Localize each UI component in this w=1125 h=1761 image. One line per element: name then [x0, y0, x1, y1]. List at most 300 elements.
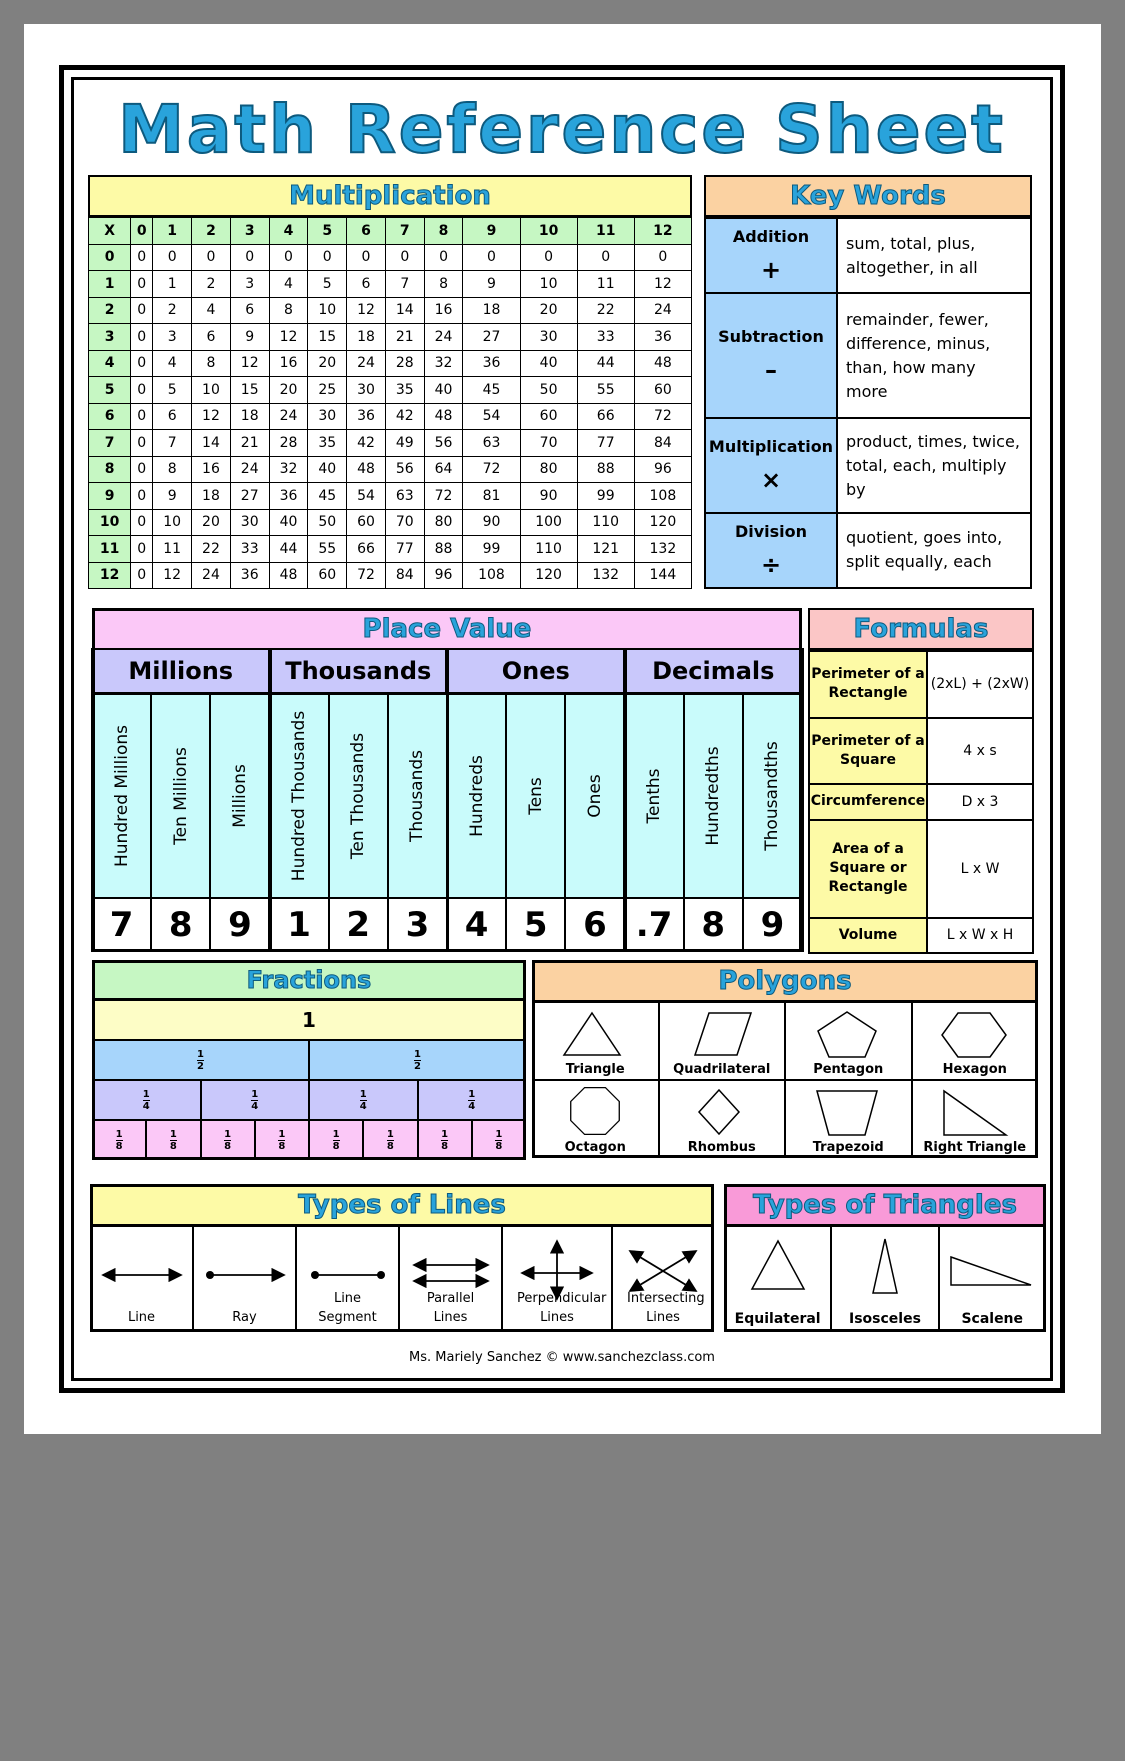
- place-value-digit: 6: [565, 898, 624, 952]
- line-type-cell: [90, 1226, 193, 1332]
- fraction-piece: [363, 1120, 417, 1160]
- column-header-cell: 9: [463, 218, 520, 245]
- ray-icon: [200, 1235, 290, 1305]
- place-value-digit: 3: [388, 898, 447, 952]
- triangle-type-cell: [831, 1226, 938, 1332]
- table-cell: 3: [230, 271, 269, 298]
- table-cell: 72: [463, 456, 520, 483]
- place-value-group-header: Decimals: [625, 648, 803, 694]
- column-header-cell: 3: [230, 218, 269, 245]
- table-cell: 48: [347, 456, 386, 483]
- fraction-label: [387, 1129, 394, 1152]
- polygon-cell: [912, 1002, 1039, 1080]
- column-header-cell: 4: [269, 218, 308, 245]
- formula-expression: L x W x H: [927, 918, 1033, 953]
- place-value-column-label: Tenths: [644, 768, 665, 824]
- polygon-cell: [659, 1002, 786, 1080]
- table-cell: 9: [463, 271, 520, 298]
- table-cell: 8: [192, 350, 231, 377]
- table-cell: 7: [385, 271, 424, 298]
- fraction-whole-label: 1: [302, 1008, 316, 1032]
- table-cell: 27: [463, 324, 520, 351]
- table-cell: 60: [520, 403, 577, 430]
- fraction-piece: [92, 1120, 146, 1160]
- place-value-digit: 7: [92, 898, 151, 952]
- fraction-denominator: 8: [278, 1141, 286, 1152]
- fraction-label: [251, 1089, 258, 1112]
- table-cell: 21: [230, 430, 269, 457]
- fraction-label: [116, 1129, 123, 1152]
- row-header-cell: 5: [89, 377, 131, 404]
- column-header-cell: 6: [347, 218, 386, 245]
- place-value-column-label: Millions: [229, 764, 250, 828]
- table-cell: 0: [385, 244, 424, 271]
- fraction-label: [170, 1129, 177, 1152]
- table-cell: 110: [577, 509, 634, 536]
- table-cell: 18: [347, 324, 386, 351]
- table-cell: 63: [463, 430, 520, 457]
- operation-symbol: ÷: [760, 550, 782, 579]
- table-cell: 120: [634, 509, 691, 536]
- table-cell: 45: [308, 483, 347, 510]
- right-triangle-shape-icon: [940, 1087, 1010, 1139]
- key-word-row: [705, 513, 1031, 588]
- place-value-digit: 1: [270, 898, 329, 952]
- table-cell: 30: [520, 324, 577, 351]
- fraction-piece: [92, 1040, 309, 1080]
- rhombus-shape-icon: [687, 1087, 757, 1139]
- multiplication-heading: Multiplication: [88, 175, 692, 217]
- table-cell: 0: [131, 403, 153, 430]
- fraction-label: [468, 1089, 475, 1112]
- isosceles-triangle-icon: [855, 1237, 915, 1297]
- table-cell: 10: [153, 509, 192, 536]
- formula-expression: D x 3: [927, 784, 1033, 819]
- table-cell: 0: [131, 456, 153, 483]
- formula-name: Area of a Square or Rectangle: [809, 820, 927, 918]
- polygon-label: Triangle: [565, 1062, 625, 1077]
- triangle-type-label: Scalene: [961, 1311, 1024, 1327]
- place-value-column-label: Tens: [525, 777, 546, 815]
- operation-name: Addition: [732, 227, 810, 247]
- table-cell: 2: [192, 271, 231, 298]
- table-cell: 70: [385, 509, 424, 536]
- table-cell: 80: [520, 456, 577, 483]
- table-cell: 25: [308, 377, 347, 404]
- table-cell: 0: [131, 536, 153, 563]
- table-cell: 36: [269, 483, 308, 510]
- table-cell: 15: [308, 324, 347, 351]
- table-row: [89, 456, 692, 483]
- table-cell: 66: [577, 403, 634, 430]
- line-type-label: Line Segment: [318, 1291, 377, 1325]
- table-cell: 36: [463, 350, 520, 377]
- table-cell: 60: [308, 562, 347, 589]
- line-type-label: Line: [127, 1310, 156, 1325]
- operation-symbol: +: [760, 256, 782, 285]
- table-cell: 8: [269, 297, 308, 324]
- table-cell: 11: [153, 536, 192, 563]
- table-cell: 40: [424, 377, 463, 404]
- line-type-cell: [193, 1226, 296, 1332]
- triangle-shape-icon: [560, 1009, 630, 1061]
- fraction-numerator: 1: [251, 1089, 259, 1100]
- table-cell: 24: [230, 456, 269, 483]
- table-cell: 44: [577, 350, 634, 377]
- table-cell: 40: [520, 350, 577, 377]
- fraction-bar-row: [92, 1080, 526, 1120]
- formula-row: [809, 718, 1033, 785]
- table-cell: 10: [308, 297, 347, 324]
- table-cell: 6: [192, 324, 231, 351]
- operation-symbol: –: [765, 356, 777, 385]
- table-row: [89, 377, 692, 404]
- table-cell: 81: [463, 483, 520, 510]
- row-header-cell: 1: [89, 271, 131, 298]
- row-header-cell: 9: [89, 483, 131, 510]
- table-cell: 0: [308, 244, 347, 271]
- table-cell: 33: [577, 324, 634, 351]
- table-cell: 22: [577, 297, 634, 324]
- table-cell: 56: [385, 456, 424, 483]
- fraction-numerator: 1: [468, 1089, 476, 1100]
- fraction-bar-row: [92, 1040, 526, 1080]
- table-cell: 80: [424, 509, 463, 536]
- table-cell: 4: [192, 297, 231, 324]
- table-cell: 48: [634, 350, 691, 377]
- table-cell: 55: [308, 536, 347, 563]
- multiplication-table: [88, 217, 692, 589]
- formula-row: [809, 918, 1033, 953]
- table-cell: 50: [520, 377, 577, 404]
- fraction-label: [224, 1129, 231, 1152]
- table-cell: 49: [385, 430, 424, 457]
- table-cell: 35: [385, 377, 424, 404]
- place-value-column-label: Hundreds: [466, 755, 487, 837]
- table-row: [89, 562, 692, 589]
- table-cell: 0: [269, 244, 308, 271]
- table-cell: 96: [424, 562, 463, 589]
- key-words-text: remainder, fewer, difference, minus, than, how many more: [837, 293, 1031, 418]
- fraction-label: [278, 1129, 285, 1152]
- fraction-label: [441, 1129, 448, 1152]
- polygon-cell: [785, 1080, 912, 1158]
- polygon-cell: [785, 1002, 912, 1080]
- place-value-digit: 9: [210, 898, 269, 952]
- fraction-numerator: 1: [278, 1129, 286, 1140]
- table-cell: 8: [153, 456, 192, 483]
- table-cell: 8: [424, 271, 463, 298]
- table-row: [89, 483, 692, 510]
- formula-expression: (2xL) + (2xW): [927, 651, 1033, 718]
- fraction-numerator: 1: [169, 1129, 177, 1140]
- table-row: [89, 324, 692, 351]
- fraction-piece: [309, 1120, 363, 1160]
- place-value-digit: 8: [151, 898, 210, 952]
- table-cell: 40: [308, 456, 347, 483]
- table-cell: 72: [634, 403, 691, 430]
- table-cell: 0: [131, 297, 153, 324]
- formula-row: [809, 651, 1033, 718]
- line-type-label: Ray: [232, 1310, 257, 1325]
- formula-name: Perimeter of a Rectangle: [809, 651, 927, 718]
- table-cell: 36: [230, 562, 269, 589]
- table-cell: 0: [577, 244, 634, 271]
- fraction-piece: [309, 1080, 418, 1120]
- hexagon-shape-icon: [940, 1009, 1010, 1061]
- octagon-shape-icon: [560, 1085, 630, 1137]
- fraction-label: [143, 1089, 150, 1112]
- table-cell: 0: [634, 244, 691, 271]
- formula-name: Circumference: [809, 784, 927, 819]
- table-cell: 0: [230, 244, 269, 271]
- polygon-cell: [532, 1002, 659, 1080]
- fraction-numerator: 1: [414, 1049, 421, 1060]
- table-cell: 20: [269, 377, 308, 404]
- table-cell: 0: [131, 271, 153, 298]
- table-cell: 12: [634, 271, 691, 298]
- line-type-label: Parallel Lines: [426, 1291, 475, 1325]
- table-cell: 66: [347, 536, 386, 563]
- table-row: [89, 430, 692, 457]
- fraction-denominator: 8: [441, 1141, 449, 1152]
- table-cell: 14: [385, 297, 424, 324]
- table-cell: 21: [385, 324, 424, 351]
- table-cell: 144: [634, 562, 691, 589]
- table-cell: 0: [131, 244, 153, 271]
- row-header-cell: 8: [89, 456, 131, 483]
- table-cell: 10: [520, 271, 577, 298]
- table-cell: 55: [577, 377, 634, 404]
- column-header-cell: 5: [308, 218, 347, 245]
- table-cell: 48: [269, 562, 308, 589]
- key-words-heading: Key Words: [704, 175, 1032, 217]
- line-type-cell: [502, 1226, 612, 1332]
- table-cell: 72: [424, 483, 463, 510]
- triangle-type-label: Isosceles: [848, 1311, 921, 1327]
- place-value-column-label: Hundred Millions: [111, 725, 132, 867]
- polygon-cell: [912, 1080, 1039, 1158]
- column-header-cell: 10: [520, 218, 577, 245]
- table-cell: 16: [424, 297, 463, 324]
- table-cell: 24: [192, 562, 231, 589]
- line-icon: [97, 1235, 187, 1305]
- fraction-denominator: 8: [386, 1141, 394, 1152]
- table-cell: 0: [424, 244, 463, 271]
- triangle-type-cell: [724, 1226, 831, 1332]
- operation-name: Division: [734, 521, 808, 541]
- column-header-cell: 2: [192, 218, 231, 245]
- table-cell: 12: [230, 350, 269, 377]
- table-cell: 12: [153, 562, 192, 589]
- table-cell: 0: [520, 244, 577, 271]
- formula-row: [809, 784, 1033, 819]
- place-value-column-label: Thousandths: [762, 741, 783, 851]
- table-cell: 18: [463, 297, 520, 324]
- table-cell: 0: [131, 562, 153, 589]
- trapezoid-shape-icon: [813, 1087, 883, 1139]
- polygon-label: Hexagon: [942, 1062, 1007, 1077]
- table-cell: 4: [153, 350, 192, 377]
- row-header-cell: 10: [89, 509, 131, 536]
- operation-cell: [705, 218, 837, 293]
- place-value-group-header: Ones: [447, 648, 625, 694]
- key-word-row: [705, 293, 1031, 418]
- table-row: [89, 536, 692, 563]
- fraction-piece: [201, 1120, 255, 1160]
- table-cell: 60: [634, 377, 691, 404]
- fraction-piece: [92, 1000, 526, 1040]
- fraction-denominator: 4: [142, 1101, 150, 1112]
- table-cell: 28: [269, 430, 308, 457]
- table-cell: 12: [269, 324, 308, 351]
- polygon-label: Pentagon: [813, 1062, 884, 1077]
- fraction-label: [495, 1129, 502, 1152]
- line-type-label: Perpendicular Lines: [517, 1291, 607, 1325]
- row-header-cell: 4: [89, 350, 131, 377]
- fraction-denominator: 8: [332, 1141, 340, 1152]
- table-cell: 1: [153, 271, 192, 298]
- table-cell: 44: [269, 536, 308, 563]
- triangle-type-cell: [939, 1226, 1046, 1332]
- types-of-triangles-heading: Types of Triangles: [724, 1184, 1046, 1226]
- fraction-denominator: 4: [359, 1101, 367, 1112]
- column-header-cell: 0: [131, 218, 153, 245]
- fraction-bar-row: [92, 1120, 526, 1160]
- table-row: [89, 509, 692, 536]
- fraction-piece: [472, 1120, 526, 1160]
- place-value-column-label: Ones: [584, 774, 605, 818]
- table-cell: 48: [424, 403, 463, 430]
- formulas-heading: Formulas: [808, 608, 1034, 650]
- fraction-piece: [418, 1120, 472, 1160]
- operation-cell: [705, 513, 837, 588]
- table-row: [89, 244, 692, 271]
- table-cell: 18: [230, 403, 269, 430]
- table-cell: 32: [269, 456, 308, 483]
- table-cell: 42: [385, 403, 424, 430]
- table-cell: 64: [424, 456, 463, 483]
- table-cell: 32: [424, 350, 463, 377]
- table-cell: 6: [230, 297, 269, 324]
- fraction-piece: [201, 1080, 310, 1120]
- table-cell: 84: [385, 562, 424, 589]
- table-row: [89, 297, 692, 324]
- fraction-denominator: 4: [251, 1101, 259, 1112]
- row-header-cell: 3: [89, 324, 131, 351]
- fraction-piece: [255, 1120, 309, 1160]
- table-cell: 0: [131, 483, 153, 510]
- fraction-numerator: 1: [386, 1129, 394, 1140]
- fraction-label: [333, 1129, 340, 1152]
- table-header-row: [89, 218, 692, 245]
- table-cell: 35: [308, 430, 347, 457]
- triangle-type-label: Equilateral: [734, 1311, 821, 1327]
- table-cell: 15: [230, 377, 269, 404]
- formula-expression: L x W: [927, 820, 1033, 918]
- place-value-column-label: Hundredths: [703, 746, 724, 846]
- place-value-border: [92, 608, 802, 952]
- table-cell: 110: [520, 536, 577, 563]
- fractions-heading: Fractions: [92, 960, 526, 1000]
- equilateral-triangle-icon: [748, 1237, 808, 1297]
- key-words-text: quotient, goes into, split equally, each: [837, 513, 1031, 588]
- table-cell: 16: [192, 456, 231, 483]
- table-cell: 50: [308, 509, 347, 536]
- table-cell: 56: [424, 430, 463, 457]
- polygon-cell: [659, 1080, 786, 1158]
- page-title: Math Reference Sheet: [118, 91, 1006, 168]
- polygons-heading: Polygons: [532, 960, 1038, 1002]
- fraction-denominator: 2: [414, 1061, 421, 1072]
- table-cell: 14: [192, 430, 231, 457]
- table-cell: 4: [269, 271, 308, 298]
- table-cell: 88: [577, 456, 634, 483]
- fraction-bar-row: [92, 1000, 526, 1040]
- operation-cell: [705, 418, 837, 512]
- table-corner-cell: X: [89, 218, 131, 245]
- fraction-label: [197, 1049, 204, 1072]
- line-type-label: Intersecting Lines: [627, 1291, 705, 1325]
- table-cell: 10: [192, 377, 231, 404]
- key-word-row: [705, 418, 1031, 512]
- column-header-cell: 12: [634, 218, 691, 245]
- key-words-text: sum, total, plus, altogether, in all: [837, 218, 1031, 293]
- row-header-cell: 6: [89, 403, 131, 430]
- table-cell: 20: [192, 509, 231, 536]
- quadrilateral-shape-icon: [687, 1009, 757, 1061]
- place-value-column-label: Hundred Thousands: [289, 710, 310, 882]
- fraction-numerator: 1: [441, 1129, 449, 1140]
- table-cell: 132: [634, 536, 691, 563]
- table-cell: 30: [308, 403, 347, 430]
- table-cell: 9: [230, 324, 269, 351]
- table-cell: 132: [577, 562, 634, 589]
- column-header-cell: 8: [424, 218, 463, 245]
- table-cell: 20: [520, 297, 577, 324]
- place-value-digit: 2: [329, 898, 388, 952]
- table-cell: 0: [131, 377, 153, 404]
- fraction-numerator: 1: [142, 1089, 150, 1100]
- table-cell: 36: [347, 403, 386, 430]
- table-cell: 121: [577, 536, 634, 563]
- footer-credit: Ms. Mariely Sanchez © www.sanchezclass.com: [409, 1350, 715, 1365]
- formula-name: Volume: [809, 918, 927, 953]
- table-cell: 2: [153, 297, 192, 324]
- formulas-table: [808, 650, 1034, 954]
- place-value-group-header: Thousands: [270, 648, 448, 694]
- table-row: [89, 271, 692, 298]
- operation-symbol: ×: [760, 466, 782, 494]
- operation-name: Subtraction: [718, 327, 824, 347]
- table-cell: 16: [269, 350, 308, 377]
- table-cell: 28: [385, 350, 424, 377]
- table-cell: 0: [131, 324, 153, 351]
- table-cell: 84: [634, 430, 691, 457]
- formula-name: Perimeter of a Square: [809, 718, 927, 785]
- fraction-piece: [146, 1120, 200, 1160]
- pentagon-shape-icon: [813, 1009, 883, 1061]
- fraction-denominator: 8: [224, 1141, 232, 1152]
- table-cell: 45: [463, 377, 520, 404]
- table-cell: 54: [463, 403, 520, 430]
- table-cell: 24: [634, 297, 691, 324]
- key-words-table: [704, 217, 1032, 589]
- polygon-label: Rhombus: [687, 1140, 756, 1155]
- fraction-numerator: 1: [115, 1129, 123, 1140]
- row-header-cell: 0: [89, 244, 131, 271]
- table-cell: 63: [385, 483, 424, 510]
